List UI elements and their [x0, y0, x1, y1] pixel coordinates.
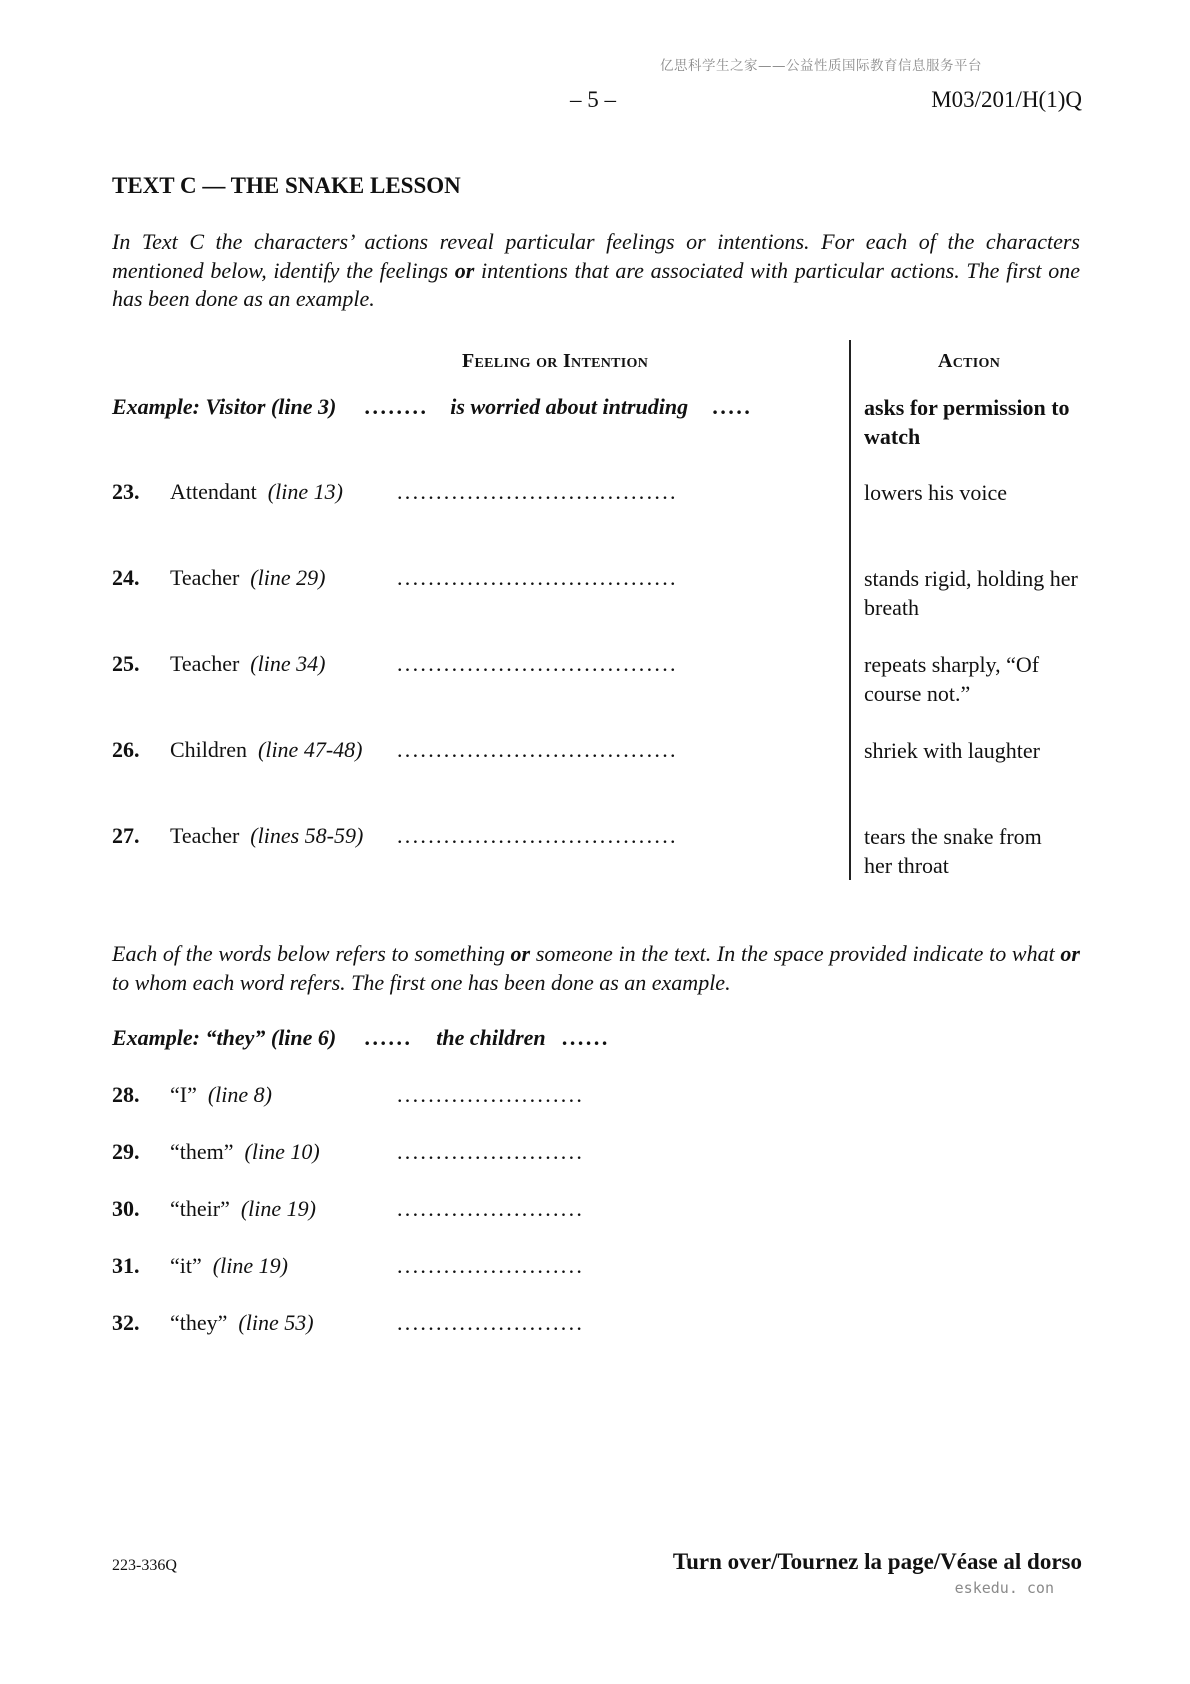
- question-24-action: stands rigid, holding her breath: [864, 566, 1078, 620]
- question-24-character: Teacher (line 29): [170, 565, 326, 590]
- question-25-action: repeats sharply, “Of course not.”: [864, 652, 1040, 706]
- question-27-action: tears the snake from her throat: [864, 824, 1042, 878]
- question-29-word: “them” (line 10): [170, 1139, 320, 1164]
- question-24-answer-space[interactable]: ....................................: [397, 565, 678, 590]
- question-25-answer-space[interactable]: ....................................: [397, 651, 678, 676]
- question-26-action: shriek with laughter: [864, 738, 1040, 763]
- example-word-dots-before: ......: [365, 1025, 414, 1050]
- page-number: – 5 –: [570, 87, 616, 112]
- column-divider: [849, 340, 851, 880]
- question-32-word: “they” (line 53): [170, 1310, 314, 1335]
- instructions-word-references: Each of the words below refers to something or someone in the text. In the space provided indicate to what or to whom each word refers. The first one has been done as an example.: [112, 941, 1080, 995]
- footer-code: 223-336Q: [112, 1557, 177, 1574]
- question-29-label: 29.: [112, 1139, 140, 1164]
- question-25-label: 25.: [112, 651, 140, 676]
- watermark-bottom: eskedu. con: [954, 1579, 1054, 1597]
- question-28-word: “I” (line 8): [170, 1082, 273, 1107]
- header-feeling-or-intention: Feeling or Intention: [462, 350, 649, 372]
- question-30-label: 30.: [112, 1196, 140, 1221]
- question-30-word: “their” (line 19): [170, 1196, 317, 1221]
- question-27-character: Teacher (lines 58-59): [170, 823, 364, 848]
- question-30-answer-space[interactable]: ........................: [397, 1196, 585, 1221]
- example-dots-before: ........: [365, 394, 430, 419]
- question-32-label: 32.: [112, 1310, 140, 1335]
- footer-turn-over: Turn over/Tournez la page/Véase al dorso: [672, 1549, 1082, 1574]
- example-word-answer: the children: [436, 1025, 546, 1050]
- example-word-row: [112, 1025, 611, 1051]
- example-word-label: Example: “they” (line 6): [112, 1025, 337, 1050]
- header-action: Action: [938, 350, 1001, 372]
- example-word-dots-after: ......: [562, 1025, 611, 1050]
- question-26-character: Children (line 47-48): [170, 737, 363, 762]
- example-dots-after: .....: [713, 394, 754, 419]
- question-31-word: “it” (line 19): [170, 1253, 288, 1278]
- question-23-answer-space[interactable]: ....................................: [397, 479, 678, 504]
- question-27-label: 27.: [112, 823, 140, 848]
- question-26-label: 26.: [112, 737, 140, 762]
- question-28-label: 28.: [112, 1082, 140, 1107]
- question-32-answer-space[interactable]: ........................: [397, 1310, 585, 1335]
- question-31-label: 31.: [112, 1253, 140, 1278]
- question-26-answer-space[interactable]: ....................................: [397, 737, 678, 762]
- question-23-label: 23.: [112, 479, 140, 504]
- example-action: asks for permission to watch: [864, 395, 1070, 449]
- example-label: Example: Visitor (line 3): [112, 394, 337, 419]
- question-27-answer-space[interactable]: ....................................: [397, 823, 678, 848]
- instructions-feelings: In Text C the characters’ actions reveal particular feelings or intentions. For each of the characters mentioned below, identify the feelings or intentions that are associated with particular actions. The first one has been done as an example.: [112, 229, 1080, 311]
- section-title: TEXT C — THE SNAKE LESSON: [112, 173, 461, 198]
- question-29-answer-space[interactable]: ........................: [397, 1139, 585, 1164]
- question-24-label: 24.: [112, 565, 140, 590]
- question-23-character: Attendant (line 13): [170, 479, 343, 504]
- watermark-top: 亿思科学生之家——公益性质国际教育信息服务平台: [660, 58, 982, 74]
- question-28-answer-space[interactable]: ........................: [397, 1082, 585, 1107]
- example-feeling-row: [112, 394, 753, 420]
- question-23-action: lowers his voice: [864, 480, 1007, 505]
- question-31-answer-space[interactable]: ........................: [397, 1253, 585, 1278]
- document-code: M03/201/H(1)Q: [931, 87, 1082, 112]
- example-answer: is worried about intruding: [450, 394, 689, 419]
- question-25-character: Teacher (line 34): [170, 651, 326, 676]
